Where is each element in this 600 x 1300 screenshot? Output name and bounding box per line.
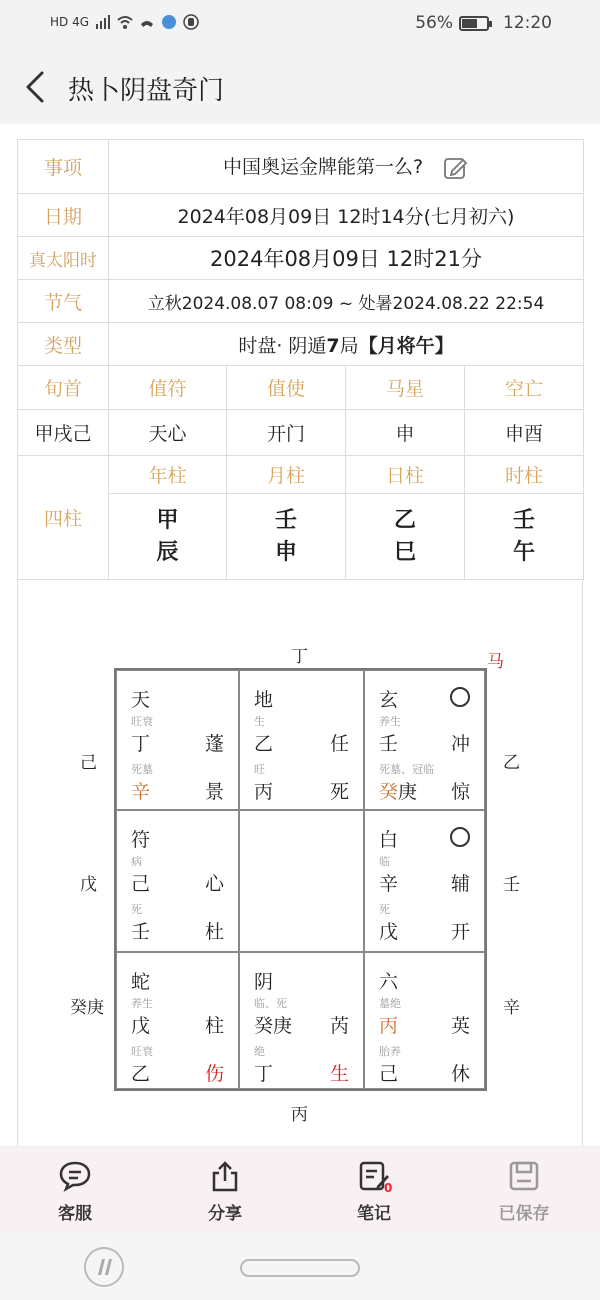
palace-stem-top: 乙: [254, 733, 274, 755]
pillar-branch: 巳: [393, 539, 416, 565]
palace-stem-bottom: 乙: [131, 1063, 151, 1085]
palace-state-bottom: 死墓: [131, 763, 153, 776]
palace-state-top: 生: [254, 715, 265, 728]
assistant-icon[interactable]: [84, 1247, 124, 1287]
type-ju: 7: [326, 334, 340, 357]
board-right-label-mid: 壬: [503, 875, 520, 895]
kongwang-circle-icon: [450, 687, 470, 707]
type-month: 【月将: [358, 334, 416, 357]
hand-notification-icon: [183, 14, 199, 30]
kongwang-circle-icon: [450, 827, 470, 847]
palace-stem-bottom: 丁: [254, 1063, 274, 1085]
pillar-header-hour: 时柱: [465, 456, 584, 494]
pillar-month: [227, 494, 346, 580]
type-label: 类型: [18, 323, 109, 366]
share-icon: [208, 1159, 242, 1193]
palace-god: 玄: [379, 689, 399, 711]
board-left-label-mid: 戊: [80, 875, 97, 895]
share-label: 分享: [208, 1204, 242, 1224]
bottom-action-bar: [0, 1146, 600, 1232]
solar-time-value: 2024年08月09日 12时21分: [109, 237, 584, 280]
battery-percent: 56%: [415, 13, 453, 33]
palace-state-bottom: 绝: [254, 1045, 265, 1058]
palace-cell: [239, 952, 364, 1089]
shixiang-label: 事项: [18, 140, 109, 194]
horse-star-label: 马: [487, 652, 504, 672]
palace-state-top: 病: [131, 855, 142, 868]
pillar-stem: 壬: [513, 507, 536, 533]
duty-header-2: 值使: [227, 366, 346, 410]
palace-stem-bottom: [379, 777, 417, 804]
network-indicator: HD 4G: [50, 15, 90, 29]
board-right-label-top: 乙: [503, 753, 520, 773]
palace-state-bottom: 胎养: [379, 1045, 401, 1058]
duty-value-3: 申: [346, 410, 465, 456]
palace-star: 任: [329, 733, 349, 755]
top-nav-bar: [0, 48, 600, 124]
pillar-day: [346, 494, 465, 580]
pillar-stem: 甲: [156, 507, 179, 533]
palace-stem-bottom: 戊: [379, 921, 399, 943]
type-ju-suffix: 局: [339, 334, 359, 357]
pillar-year: [109, 494, 227, 580]
saved-label: 已保存: [498, 1204, 550, 1224]
palace-god: 符: [131, 829, 151, 851]
duty-value-4: 申酉: [465, 410, 584, 456]
back-arrow-icon[interactable]: [20, 70, 50, 104]
palace-state-bottom: 死: [379, 903, 390, 916]
palace-stem-top: 己: [131, 873, 151, 895]
palace-cell: [364, 670, 485, 810]
palace-door: 惊: [450, 781, 470, 803]
duty-header-4: 空亡: [465, 366, 584, 410]
clock: 12:20: [503, 13, 552, 33]
notes-count-badge: 0: [384, 1181, 393, 1195]
palace-star: 心: [204, 873, 224, 895]
duty-header-3: 马星: [346, 366, 465, 410]
duty-header-0: 旬首: [18, 366, 109, 410]
palace-stem-top: 辛: [379, 873, 399, 895]
palace-stem-top: 癸庚: [254, 1015, 293, 1037]
palace-god: 地: [254, 689, 274, 711]
palace-stem-top: 丁: [131, 733, 151, 755]
palace-door: 景: [204, 781, 224, 803]
palace-stem-top: 戊: [131, 1015, 151, 1037]
palace-star: 冲: [450, 733, 470, 755]
board-bottom-label: 丙: [291, 1105, 308, 1125]
palace-state-top: 临: [379, 855, 390, 868]
nine-palace-board: [114, 668, 487, 1091]
pillar-header-day: 日柱: [346, 456, 465, 494]
palace-center-cell: [239, 810, 364, 952]
palace-state-bottom: 旺: [254, 763, 265, 776]
palace-god: 白: [379, 829, 399, 851]
type-value: [109, 323, 584, 366]
board-right-label-bottom: 辛: [503, 998, 520, 1018]
pillar-header-month: 月柱: [227, 456, 346, 494]
palace-star: 蓬: [204, 733, 224, 755]
palace-state-top: 养生: [131, 997, 153, 1010]
call-icon: [139, 14, 155, 30]
jieqi-label: 节气: [18, 280, 109, 323]
palace-star: 柱: [204, 1015, 224, 1037]
type-end: 】: [434, 334, 454, 357]
pillar-branch: 申: [274, 539, 297, 565]
saved-button[interactable]: [474, 1159, 574, 1224]
status-right: [415, 13, 552, 33]
palace-state-bottom: 死: [131, 903, 142, 916]
palace-state-bottom: 旺衰: [131, 1045, 153, 1058]
palace-god: 阴: [254, 971, 274, 993]
palace-state-top: 墓绝: [379, 997, 401, 1010]
palace-state-top: 旺衰: [131, 715, 153, 728]
palace-door: 开: [450, 921, 470, 943]
palace-stem-gui: 癸: [379, 781, 399, 803]
palace-stem-top: 丙: [379, 1015, 399, 1037]
palace-state-bottom: 死墓、冠临: [379, 763, 434, 776]
status-indicators: [50, 14, 199, 30]
notes-label: 笔记: [357, 1204, 391, 1224]
palace-cell: [364, 952, 485, 1089]
pillar-stem: 壬: [274, 507, 297, 533]
palace-cell: [116, 670, 239, 810]
shixiang-row: [109, 140, 584, 194]
jieqi-value: 立秋2024.08.07 08:09 ~ 处暑2024.08.22 22:54: [109, 280, 584, 323]
palace-star: 芮: [329, 1015, 349, 1037]
home-gesture-bar[interactable]: [240, 1259, 360, 1277]
pillar-stem: 乙: [393, 507, 416, 533]
pillar-hour: [465, 494, 584, 580]
palace-state-top: 临、死: [254, 997, 287, 1010]
pillars-label: 四柱: [18, 456, 109, 580]
status-bar: [0, 0, 600, 48]
chat-bubble-icon: [58, 1159, 92, 1193]
palace-cell: [239, 670, 364, 810]
system-nav-bar: [0, 1232, 600, 1300]
page-title: 热卜阴盘奇门: [68, 76, 225, 106]
palace-door: 休: [450, 1063, 470, 1085]
palace-state-top: 养生: [379, 715, 401, 728]
palace-stem-geng: 庚: [398, 781, 418, 803]
palace-cell: [364, 810, 485, 952]
duty-value-0: 甲戌己: [18, 410, 109, 456]
date-value: 2024年08月09日 12时14分(七月初六): [109, 194, 584, 237]
duty-value-2: 开门: [227, 410, 346, 456]
palace-star: 英: [450, 1015, 470, 1037]
duty-value-1: 天心: [109, 410, 227, 456]
type-wu: 午: [415, 334, 435, 357]
pillar-header-year: 年柱: [109, 456, 227, 494]
palace-door: 杜: [204, 921, 224, 943]
edit-icon[interactable]: [443, 155, 469, 181]
palace-door: 生: [329, 1063, 349, 1085]
signal-icon: [95, 14, 111, 30]
board-left-label-bottom: 癸庚: [70, 998, 104, 1018]
palace-stem-top: 壬: [379, 733, 399, 755]
shixiang-value: 中国奥运金牌能第一么?: [222, 156, 424, 179]
pillar-branch: 辰: [156, 539, 179, 565]
customer-service-button[interactable]: [25, 1159, 125, 1224]
share-button[interactable]: [175, 1159, 275, 1224]
palace-cell: [116, 952, 239, 1089]
duty-header-1: 值符: [109, 366, 227, 410]
solar-time-label: 真太阳时: [18, 237, 109, 280]
palace-door: 伤: [204, 1063, 224, 1085]
palace-god: 蛇: [131, 971, 151, 993]
palace-god: 天: [131, 689, 151, 711]
board-left-label-top: 己: [80, 753, 97, 773]
board-top-label: 丁: [291, 647, 308, 667]
palace-god: 六: [379, 971, 399, 993]
pillar-branch: 午: [513, 539, 536, 565]
customer-service-label: 客服: [58, 1204, 92, 1224]
battery-icon: [459, 16, 489, 31]
palace-stem-bottom: 己: [379, 1063, 399, 1085]
palace-door: 死: [329, 781, 349, 803]
palace-stem-bottom: 丙: [254, 781, 274, 803]
save-icon: [507, 1159, 541, 1193]
palace-stem-bottom: 辛: [131, 781, 151, 803]
notes-button[interactable]: [324, 1159, 424, 1224]
app-notification-icon: [161, 14, 177, 30]
palace-stem-bottom: 壬: [131, 921, 151, 943]
palace-cell: [116, 810, 239, 952]
palace-star: 辅: [450, 873, 470, 895]
info-table: [17, 139, 584, 580]
date-label: 日期: [18, 194, 109, 237]
type-prefix: 时盘· 阴遁: [238, 334, 327, 357]
wifi-icon: [117, 14, 133, 30]
